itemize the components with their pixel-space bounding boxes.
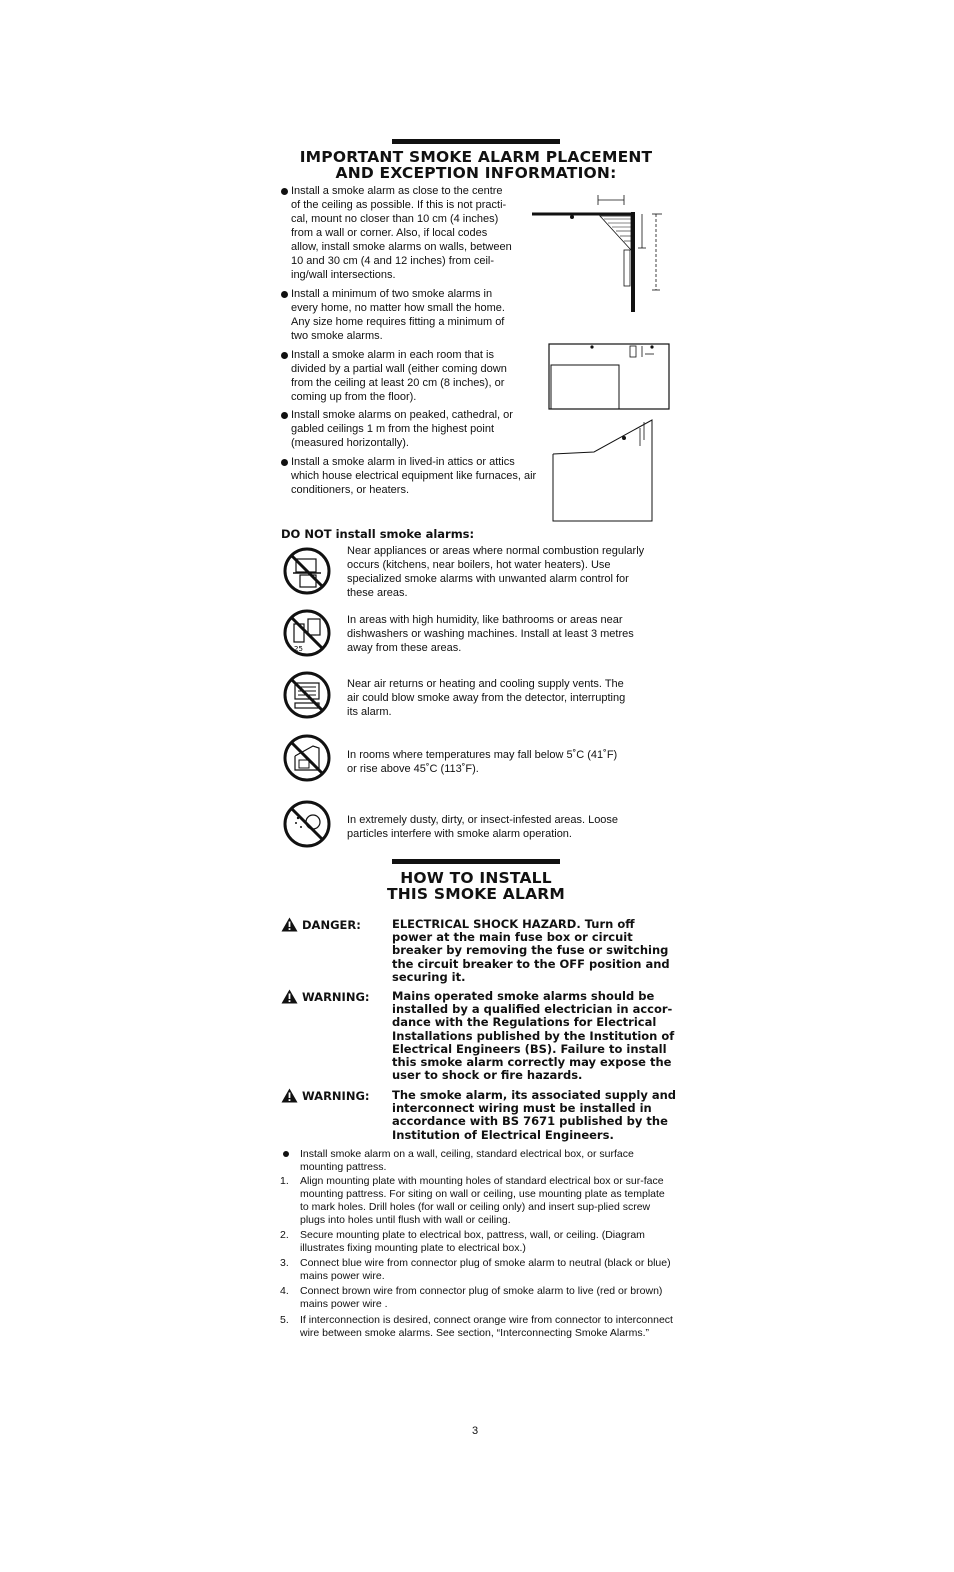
no-temperature-icon [283,734,331,782]
step-number: 3. [280,1257,289,1269]
partial-wall-diagram [548,343,672,411]
step-number: 1. [280,1175,289,1187]
placement-bullet [281,455,543,499]
no-dust-icon [283,800,331,848]
do-not-item-text: In rooms where temperatures may fall below 5˚C (41˚F) or rise above 45˚C (113˚F). [347,749,618,775]
page-number: 3 [472,1425,479,1437]
hazard-label: WARNING: [302,990,370,1004]
warning-triangle-icon [281,1088,298,1103]
do-not-item-text: In extremely dusty, dirty, or insect-infested areas. Loose particles interfere with smoke alarm operation. [347,814,619,840]
install-heading-line2: THIS SMOKE ALARM [386,885,566,903]
do-not-title: DO NOT install smoke alarms: [281,527,475,541]
bullet-dot [281,352,288,359]
hazard-text: The smoke alarm, its associated supply and interconnect wiring must be installed in accordance with BS 7671 published by the Institution of Electrical Engineers. [392,1088,677,1142]
hazard-label: WARNING: [302,1089,370,1103]
install-heading-line1: HOW TO INSTALL [400,869,552,887]
do-not-item-text: Near appliances or areas where normal combustion regularly occurs (kitchens, near boilers, hot water heaters). Use specialized smoke alarms with unwanted alarm control for these areas. [347,545,645,599]
step-number: 5. [280,1314,289,1326]
peaked-ceiling-diagram [550,418,658,524]
heading-rule [392,139,560,144]
hazard-label: DANGER: [302,918,361,932]
bullet-dot [281,291,288,298]
install-step [280,1148,674,1174]
step-text: Connect blue wire from connector plug of smoke alarm to neutral (black or blue) mains power wire. [300,1257,671,1282]
bullet-text: Install smoke alarms on peaked, cathedral, or gabled ceilings 1 m from the highest point (measured horizontally). [291,409,513,449]
placement-bullet [281,184,513,284]
bullet-dot [281,188,288,195]
step-number: 4. [280,1285,289,1297]
hazard-text: Mains operated smoke alarms should be installed by a qualified electrician in accor-dance with the Regulations for Electrical Installations published by the Institution of Electrical Engineers (BS). Failure to install this smoke alarm correctly may expose the user to shock or fire hazards. [392,989,675,1083]
step-text: Install smoke alarm on a wall, ceiling, standard electrical box, or surface mounting pattress. [300,1148,634,1173]
heading-rule [392,859,560,864]
placement-heading [280,149,672,181]
install-heading [360,870,592,902]
placement-bullet [281,348,517,406]
bullet-dot [281,412,288,419]
install-step [280,1175,674,1227]
install-step [280,1285,674,1311]
step-number: 2. [280,1229,289,1241]
svg-text:25: 25 [294,645,303,653]
warning-triangle-icon [281,989,298,1004]
ceiling-wall-placement-diagram [530,192,666,314]
placement-bullet [281,408,531,452]
no-bathroom-icon [283,609,331,657]
install-step [280,1257,674,1283]
bullet-text: Install a minimum of two smoke alarms in every home, no matter how small the home. Any size home requires fitting a minimum of two smoke alarms. [291,288,505,342]
bullet-text: Install a smoke alarm as close to the centre of the ceiling as possible. If this is not practi-cal, mount no closer than 10 cm (4 inches) from a wall or corner. Also, if local codes allow, install smoke alarms on walls, between 10 and 30 cm (4 and 12 inches) from ceil-ing/wall intersections. [291,185,512,281]
step-text: Connect brown wire from connector plug of smoke alarm to live (red or brown) mains power wire . [300,1285,663,1310]
step-text: Align mounting plate with mounting holes of standard electrical box or sur-face mounting pattress. For siting on wall or ceiling, use mounting plate as template to mark holes. Drill holes (for wall or ceiling only) and insert sup-plied screw plugs into holes until flush with wall or ceiling. [300,1175,665,1226]
warning-triangle-icon [281,917,298,932]
no-vent-icon [283,671,331,719]
bullet-dot [281,459,288,466]
step-text: If interconnection is desired, connect orange wire from connector to interconnect wire between smoke alarms. See section, “Interconnecting Smoke Alarms.” [300,1314,673,1339]
bullet-text: Install a smoke alarm in lived-in attics or attics which house electrical equipment like furnaces, air conditioners, or heaters. [291,456,537,496]
placement-bullet [281,287,513,345]
no-kitchen-icon [283,547,331,595]
do-not-item-text: In areas with high humidity, like bathrooms or areas near dishwashers or washing machines. Install at least 3 metres away from these areas. [347,614,634,654]
step-bullet [283,1151,289,1157]
hazard-text: ELECTRICAL SHOCK HAZARD. Turn off power at the main fuse box or circuit breaker by removing the fuse or switching the circuit breaker to the OFF position and securing it. [392,917,670,984]
placement-heading-line1: IMPORTANT SMOKE ALARM PLACEMENT [299,148,653,166]
install-step [280,1314,674,1354]
install-step [280,1229,674,1255]
bullet-text: Install a smoke alarm in each room that is divided by a partial wall (either coming down from the ceiling at least 20 cm (8 inches), or coming up from the floor). [291,349,507,403]
do-not-item-text: Near air returns or heating and cooling supply vents. The air could blow smoke away from the detector, interrupting its alarm. [347,678,626,718]
placement-heading-line2: AND EXCEPTION INFORMATION: [335,164,617,182]
step-text: Secure mounting plate to electrical box, pattress, wall, or ceiling. (Diagram illustrates fixing mounting plate to electrical box.) [300,1229,645,1254]
